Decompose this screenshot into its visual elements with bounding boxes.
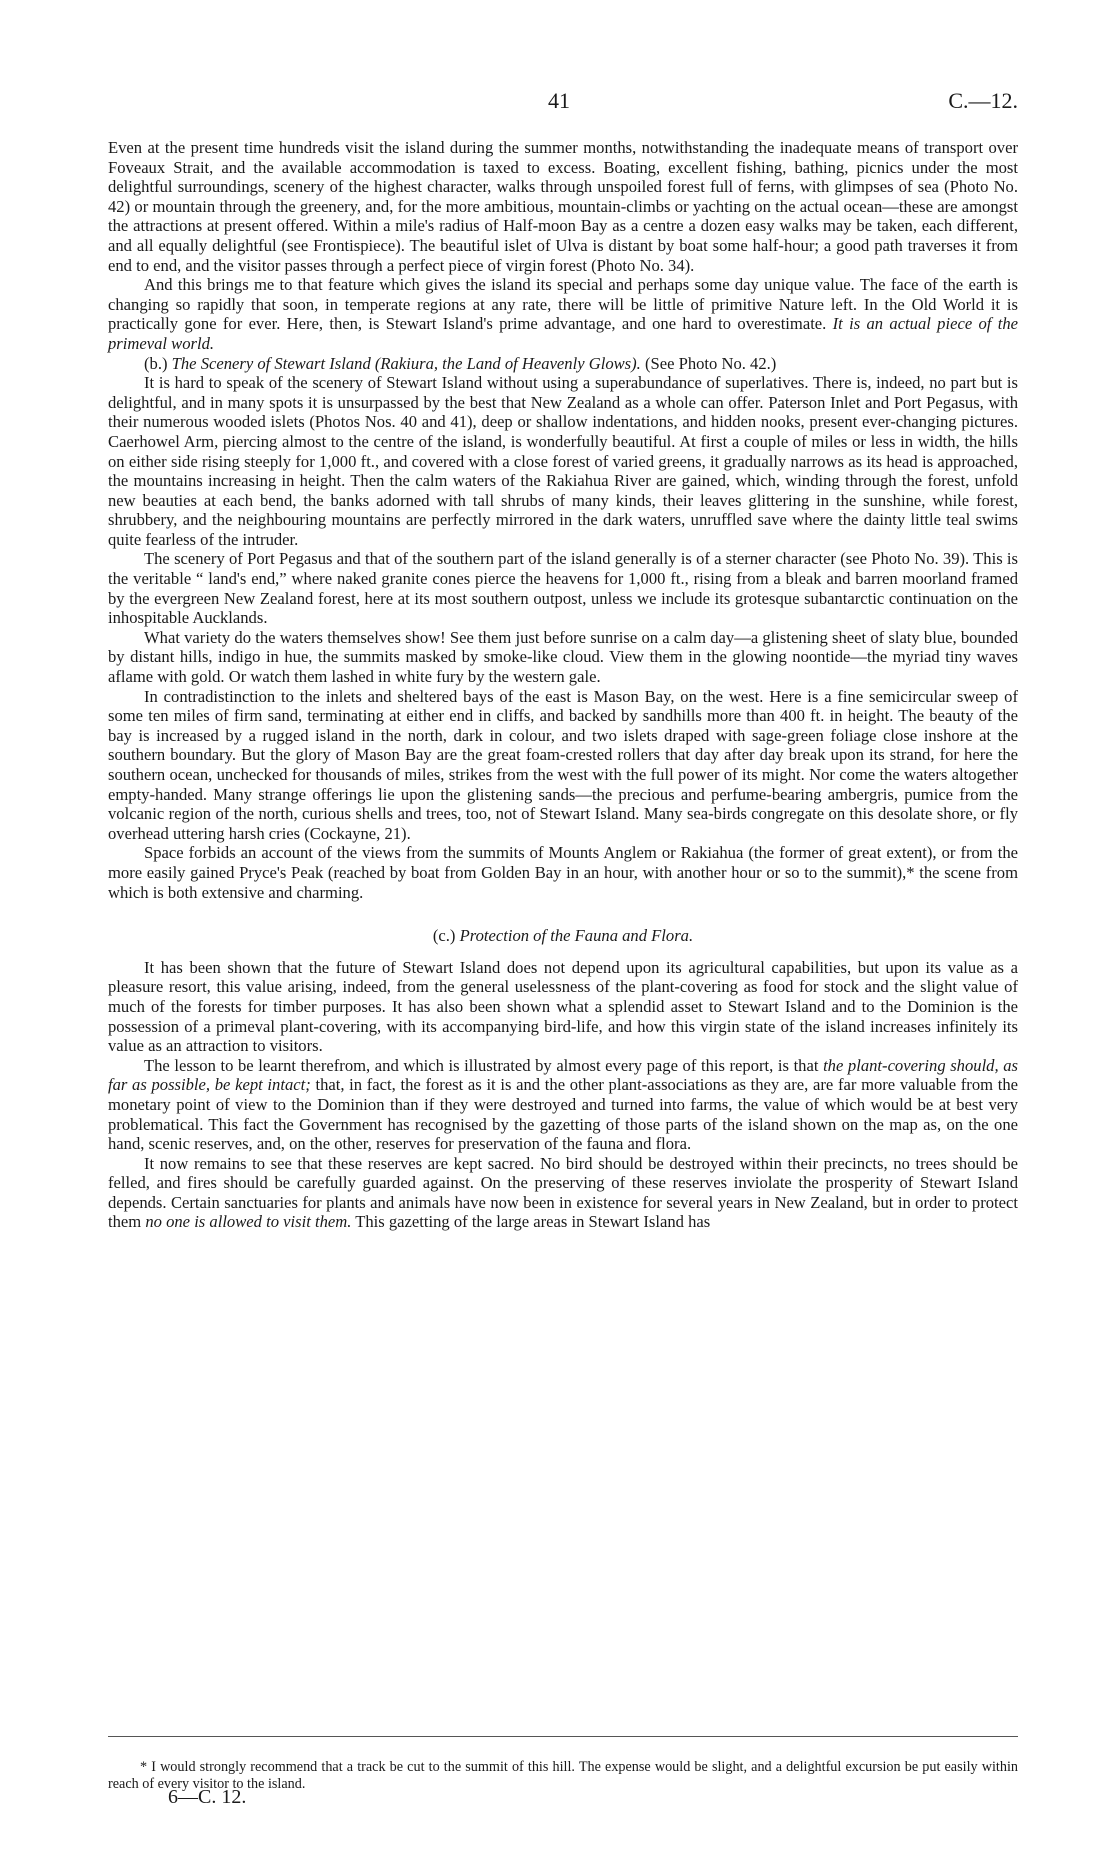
paragraph-text: This gazetting of the large areas in Stewart Island has <box>355 1212 711 1232</box>
paragraph: Space forbids an account of the views from the summits of Mounts Anglem or Rakiahua (the former of great extent), or from the more easily gained Pryce's Peak (reached by boat from Golden Bay in an hour, with another hour or so to the summit),* the scene from which is both extensive and charming. <box>108 843 1018 902</box>
paragraph-text: It now remains to see that these reserves are kept sacred. No bird should be destroyed within their precincts, no trees should be felled, and fires should be carefully guarded against. On the preserving of these reserves inviolate the prosperity of Stewart Island depends. Certain sanctuaries for plants and animals have now been in existence for several years in New Zealand, but in order to protect them <box>108 1153 1018 1232</box>
paragraph: It is hard to speak of the scenery of Stewart Island without using a superabundance of superlatives. There is, indeed, no part but is delightful, and in many spots it is unsurpassed by the best that New Zealand as a whole can offer. Paterson Inlet and Port Pegasus, with their numerous wooded islets (Photos Nos. 40 and 41), deep or shallow indentations, and hidden nooks, present ever-changing pictures. Caerhowel Arm, piercing almost to the centre of the island, is wonderfully beautiful. At first a couple of miles or less in width, the hills on either side rising steeply for 1,000 ft., and covered with a close forest of varied greens, it gradually narrows as its head is approached, the mountains increasing in height. Then the calm waters of the Rakiahua River are gained, which, winding through the forest, unfold new beauties at each bend, the banks adorned with tall shrubs of many kinds, their leaves glittering in the sunshine, while forest, shrubbery, and the neighbouring mountains are perfectly mirrored in the dark waters, unruffled save where the dainty little teal swims quite fearless of the intruder. <box>108 373 1018 549</box>
paragraph <box>108 1056 1018 1154</box>
section-label: (b.) <box>144 353 168 373</box>
emphasis-text: the plant-covering should, as far as possible, be kept intact; <box>108 1055 1018 1095</box>
section-title: Protection of the Fauna and Flora. <box>459 926 694 946</box>
document-reference: C.—12. <box>948 88 1018 113</box>
emphasis-text: no one is allowed to visit them. <box>145 1212 352 1232</box>
paragraph-text: The lesson to be learnt therefrom, and which is illustrated by almost every page of this report, is that <box>144 1055 819 1075</box>
page-number: 41 <box>548 88 570 113</box>
paragraph: The scenery of Port Pegasus and that of the southern part of the island generally is of a sterner character (see Photo No. 39). This is the veritable “ land's end,” where naked granite cones pierce the heavens for 1,000 ft., rising from a bleak and barren moorland framed by the evergreen New Zealand forest, here at its most southern outpost, unless we include its grotesque subantarctic continuation on the inhospitable Aucklands. <box>108 549 1018 628</box>
section-label: (c.) <box>432 926 456 946</box>
paragraph <box>108 275 1018 353</box>
paragraph-text: And this brings me to that feature which gives the island its special and perhaps some day unique value. The face of the earth is changing so rapidly that soon, in temperate regions at any rate, there will be little of primitive Nature left. In the Old World it is practically gone for ever. Here, then, is Stewart Island's prime advantage, and one hard to overestimate. <box>108 275 1018 334</box>
signature-mark: 6—C. 12. <box>168 1786 247 1808</box>
paragraph: It has been shown that the future of Stewart Island does not depend upon its agricultural capabilities, but upon its value as a pleasure resort, this value arising, indeed, from the general uselessness of the plant-covering as food for stock and the slight value of much of the forests for timber purposes. It has also been shown what a splendid asset to Stewart Island and to the Dominion is the possession of a primeval plant-covering, with its accompanying bird-life, and how this virgin state of the island increases infinitely its value as an attraction to visitors. <box>108 957 1018 1056</box>
paragraph <box>108 1154 1018 1232</box>
paragraph: Even at the present time hundreds visit the island during the summer months, notwithstanding the inadequate means of transport over Foveaux Strait, and the available accommodation is taxed to excess. Boating, excellent fishing, bathing, picnics under the most delightful surroundings, scenery of the highest character, walks through unspoiled forest full of ferns, with glimpses of sea (Photo No. 42) or mountain through the greenery, and, for the more ambitious, mountain-climbs or yachting on the actual ocean—these are amongst the attractions at present offered. Within a mile's radius of Half-moon Bay as a centre a dozen easy walks may be taken, each different, and all equally delightful (see Frontispiece). The beautiful islet of Ulva is distant by boat some half-hour; a good path traverses it from end to end, and the visitor passes through a perfect piece of virgin forest (Photo No. 34). <box>108 138 1018 275</box>
paragraph: In contradistinction to the inlets and sheltered bays of the east is Mason Bay, on the west. Here is a fine semicircular sweep of some ten miles of firm sand, terminating at either end in cliffs, and backed by sandhills more than 400 ft. in height. The beauty of the bay is increased by a rugged island in the north, dark in colour, and two islets draped with sage-green foliage close inshore at the southern boundary. But the glory of Mason Bay are the great foam-crested rollers that day after day break upon its strand, for here the southern ocean, unchecked for thousands of miles, strikes from the west with the full power of its might. Nor come the waters altogether empty-handed. Many strange offerings lie upon the glistening sands—the precious and perfume-bearing ambergris, pumice from the volcanic region of the north, curious shells and trees, too, not of Stewart Island. Many sea-birds congregate on this desolate shore, or fly overhead uttering harsh cries (Cockayne, 21). <box>108 686 1018 843</box>
page-header <box>108 88 1018 118</box>
photo-reference: (See Photo No. 42.) <box>644 353 777 373</box>
paragraph-text: that, in fact, the forest as it is and the other plant-associations as they are, are far more valuable from the monetary point of view to the Dominion than if they were destroyed and turned into farms, the value of which would be at best very problematical. This fact the Government has recognised by the gazetting of those parts of the island shown on the map as, on the one hand, scenic reserves, and, on the other, reserves for preservation of the fauna and flora. <box>108 1075 1018 1154</box>
footnote-divider <box>108 1736 1018 1737</box>
section-title: The Scenery of Stewart Island (Rakiura, the Land of Heavenly Glows). <box>171 353 641 373</box>
section-heading-b <box>108 354 1018 374</box>
emphasis-text: It is an actual piece of the primeval world. <box>108 314 1018 353</box>
footnote: * I would strongly recommend that a track be cut to the summit of this hill. The expense would be slight, and a delightful excursion be put easily within reach of every visitor to the island. <box>108 1759 1018 1793</box>
section-heading-c <box>108 926 1018 946</box>
body-text <box>108 138 1018 1232</box>
paragraph: What variety do the waters themselves show! See them just before sunrise on a calm day—a glistening sheet of slaty blue, bounded by distant hills, indigo in hue, the summits masked by smoke-like cloud. View them in the glowing noontide—the myriad tiny waves aflame with gold. Or watch them lashed in white fury by the western gale. <box>108 627 1018 687</box>
